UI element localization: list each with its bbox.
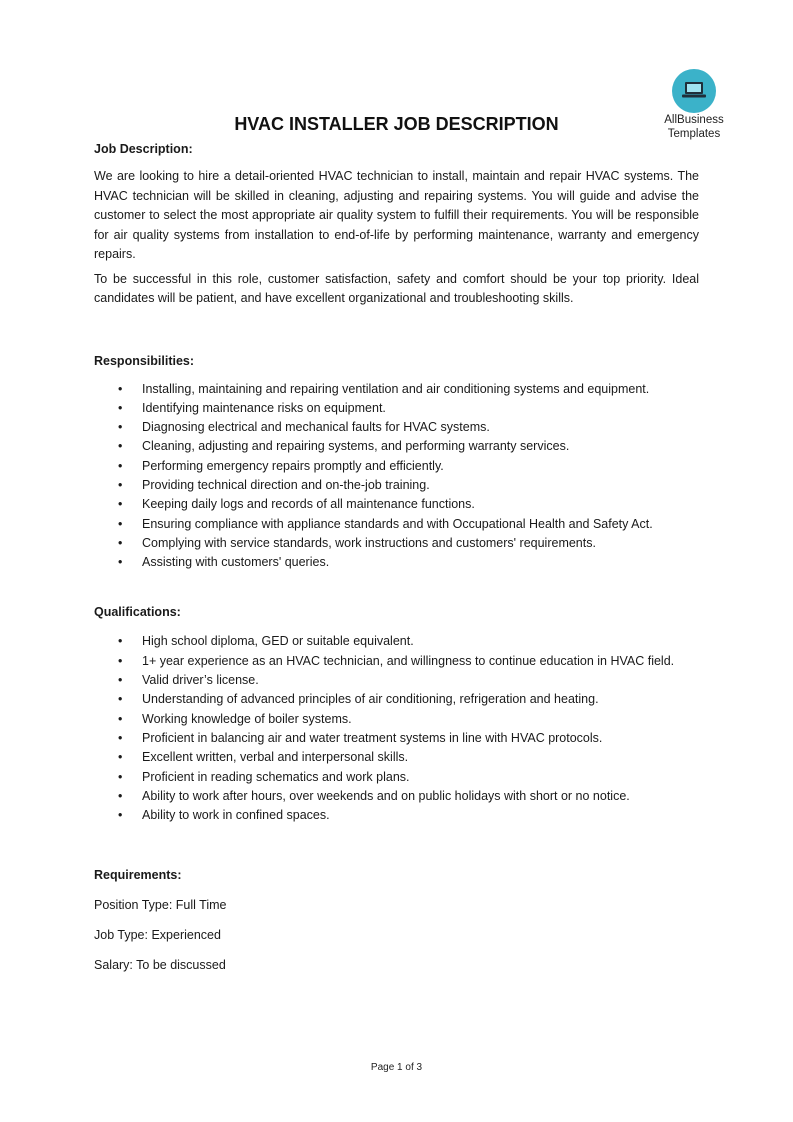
list-item xyxy=(94,787,699,806)
bullet-icon: • xyxy=(118,400,123,415)
list-item xyxy=(94,671,699,690)
list-item xyxy=(94,690,699,709)
job-description-paragraph: We are looking to hire a detail-oriented HVAC technician to install, maintain and repair HVAC systems. The HVAC technician will be skilled in cleaning, adjusting and repairing systems. You will guide and advise the customer to select the most appropriate air quality system to fulfill their requirements. You will be responsible for air quality systems from installation to end-of-life by performing maintenance, warranty and emergency repairs. xyxy=(94,169,699,261)
bullet-icon: • xyxy=(118,516,123,531)
list-item-text: Ability to work after hours, over weekends and on public holidays with short or no notice. xyxy=(142,788,630,803)
list-item xyxy=(94,437,699,456)
list-item-text: Excellent written, verbal and interpersonal skills. xyxy=(142,750,409,765)
list-item-text: Diagnosing electrical and mechanical faults for HVAC systems. xyxy=(142,420,490,435)
list-item-text: Performing emergency repairs promptly and efficiently. xyxy=(142,458,444,473)
job-type: Job Type: Experienced xyxy=(94,928,221,943)
logo-text-line2: Templates xyxy=(667,128,721,140)
list-item-text: Assisting with customers' queries. xyxy=(142,555,330,570)
bullet-icon: • xyxy=(118,711,123,726)
salary: Salary: To be discussed xyxy=(94,958,226,973)
document-title: HVAC INSTALLER JOB DESCRIPTION xyxy=(234,114,559,134)
list-item xyxy=(94,632,699,651)
list-item-text: Ability to work in confined spaces. xyxy=(142,808,330,823)
bullet-icon: • xyxy=(118,458,123,473)
list-item-text: 1+ year experience as an HVAC technician, and willingness to continue education in HVAC field. xyxy=(142,653,675,668)
list-item-text: Proficient in reading schematics and work plans. xyxy=(142,769,410,784)
job-description-paragraph: To be successful in this role, customer satisfaction, safety and comfort should be your top priority. Ideal candidates will be patient, and have excellent organizational and troubleshooting skills. xyxy=(94,271,699,305)
position-type: Position Type: Full Time xyxy=(94,898,227,913)
list-item xyxy=(94,729,699,748)
page-number: Page 1 of 3 xyxy=(370,1062,423,1073)
list-item xyxy=(94,457,699,476)
bullet-icon: • xyxy=(118,673,123,688)
list-item-text: High school diploma, GED or suitable equivalent. xyxy=(142,634,414,649)
list-item-text: Complying with service standards, work instructions and customers' requirements. xyxy=(142,535,596,550)
list-item-text: Identifying maintenance risks on equipment. xyxy=(142,400,386,415)
list-item-text: Ensuring compliance with appliance standards and with Occupational Health and Safety Act. xyxy=(142,516,653,531)
logo-text-line1: AllBusiness xyxy=(664,114,724,126)
bullet-icon: • xyxy=(118,381,123,396)
bullet-icon: • xyxy=(118,555,123,570)
job-description-heading: Job Description: xyxy=(94,142,193,156)
responsibilities-list xyxy=(94,380,699,573)
list-item xyxy=(94,652,699,671)
responsibilities-heading: Responsibilities: xyxy=(94,353,195,368)
list-item xyxy=(94,476,699,495)
bullet-icon: • xyxy=(118,769,123,784)
list-item xyxy=(94,710,699,729)
qualifications-heading: Qualifications: xyxy=(94,605,181,620)
bullet-icon: • xyxy=(118,535,123,550)
bullet-icon: • xyxy=(118,808,123,823)
list-item xyxy=(94,534,699,553)
bullet-icon: • xyxy=(118,788,123,803)
bullet-icon: • xyxy=(118,750,123,765)
list-item xyxy=(94,380,699,399)
bullet-icon: • xyxy=(118,477,123,492)
list-item-text: Valid driver’s license. xyxy=(142,673,259,688)
list-item xyxy=(94,748,699,767)
bullet-icon: • xyxy=(118,439,123,454)
list-item xyxy=(94,806,699,825)
list-item-text: Cleaning, adjusting and repairing systems, and performing warranty services. xyxy=(142,439,570,454)
list-item-text: Understanding of advanced principles of air conditioning, refrigeration and heating. xyxy=(142,692,599,707)
list-item xyxy=(94,418,699,437)
requirements-heading: Requirements: xyxy=(94,868,182,883)
bullet-icon: • xyxy=(118,420,123,435)
bullet-icon: • xyxy=(118,653,123,668)
list-item-text: Installing, maintaining and repairing ventilation and air conditioning systems and equipment. xyxy=(142,381,650,396)
document-body xyxy=(94,140,699,974)
list-item-text: Providing technical direction and on-the-job training. xyxy=(142,477,430,492)
bullet-icon: • xyxy=(118,634,123,649)
list-item-text: Proficient in balancing air and water treatment systems in line with HVAC protocols. xyxy=(142,730,603,745)
bullet-icon: • xyxy=(118,497,123,512)
bullet-icon: • xyxy=(118,692,123,707)
list-item xyxy=(94,768,699,787)
qualifications-list xyxy=(94,632,699,825)
list-item xyxy=(94,553,699,572)
list-item-text: Working knowledge of boiler systems. xyxy=(142,711,352,726)
list-item-text: Keeping daily logs and records of all maintenance functions. xyxy=(142,497,475,512)
laptop-icon xyxy=(672,69,716,113)
bullet-icon: • xyxy=(118,730,123,745)
list-item xyxy=(94,515,699,534)
list-item xyxy=(94,495,699,514)
list-item xyxy=(94,399,699,418)
